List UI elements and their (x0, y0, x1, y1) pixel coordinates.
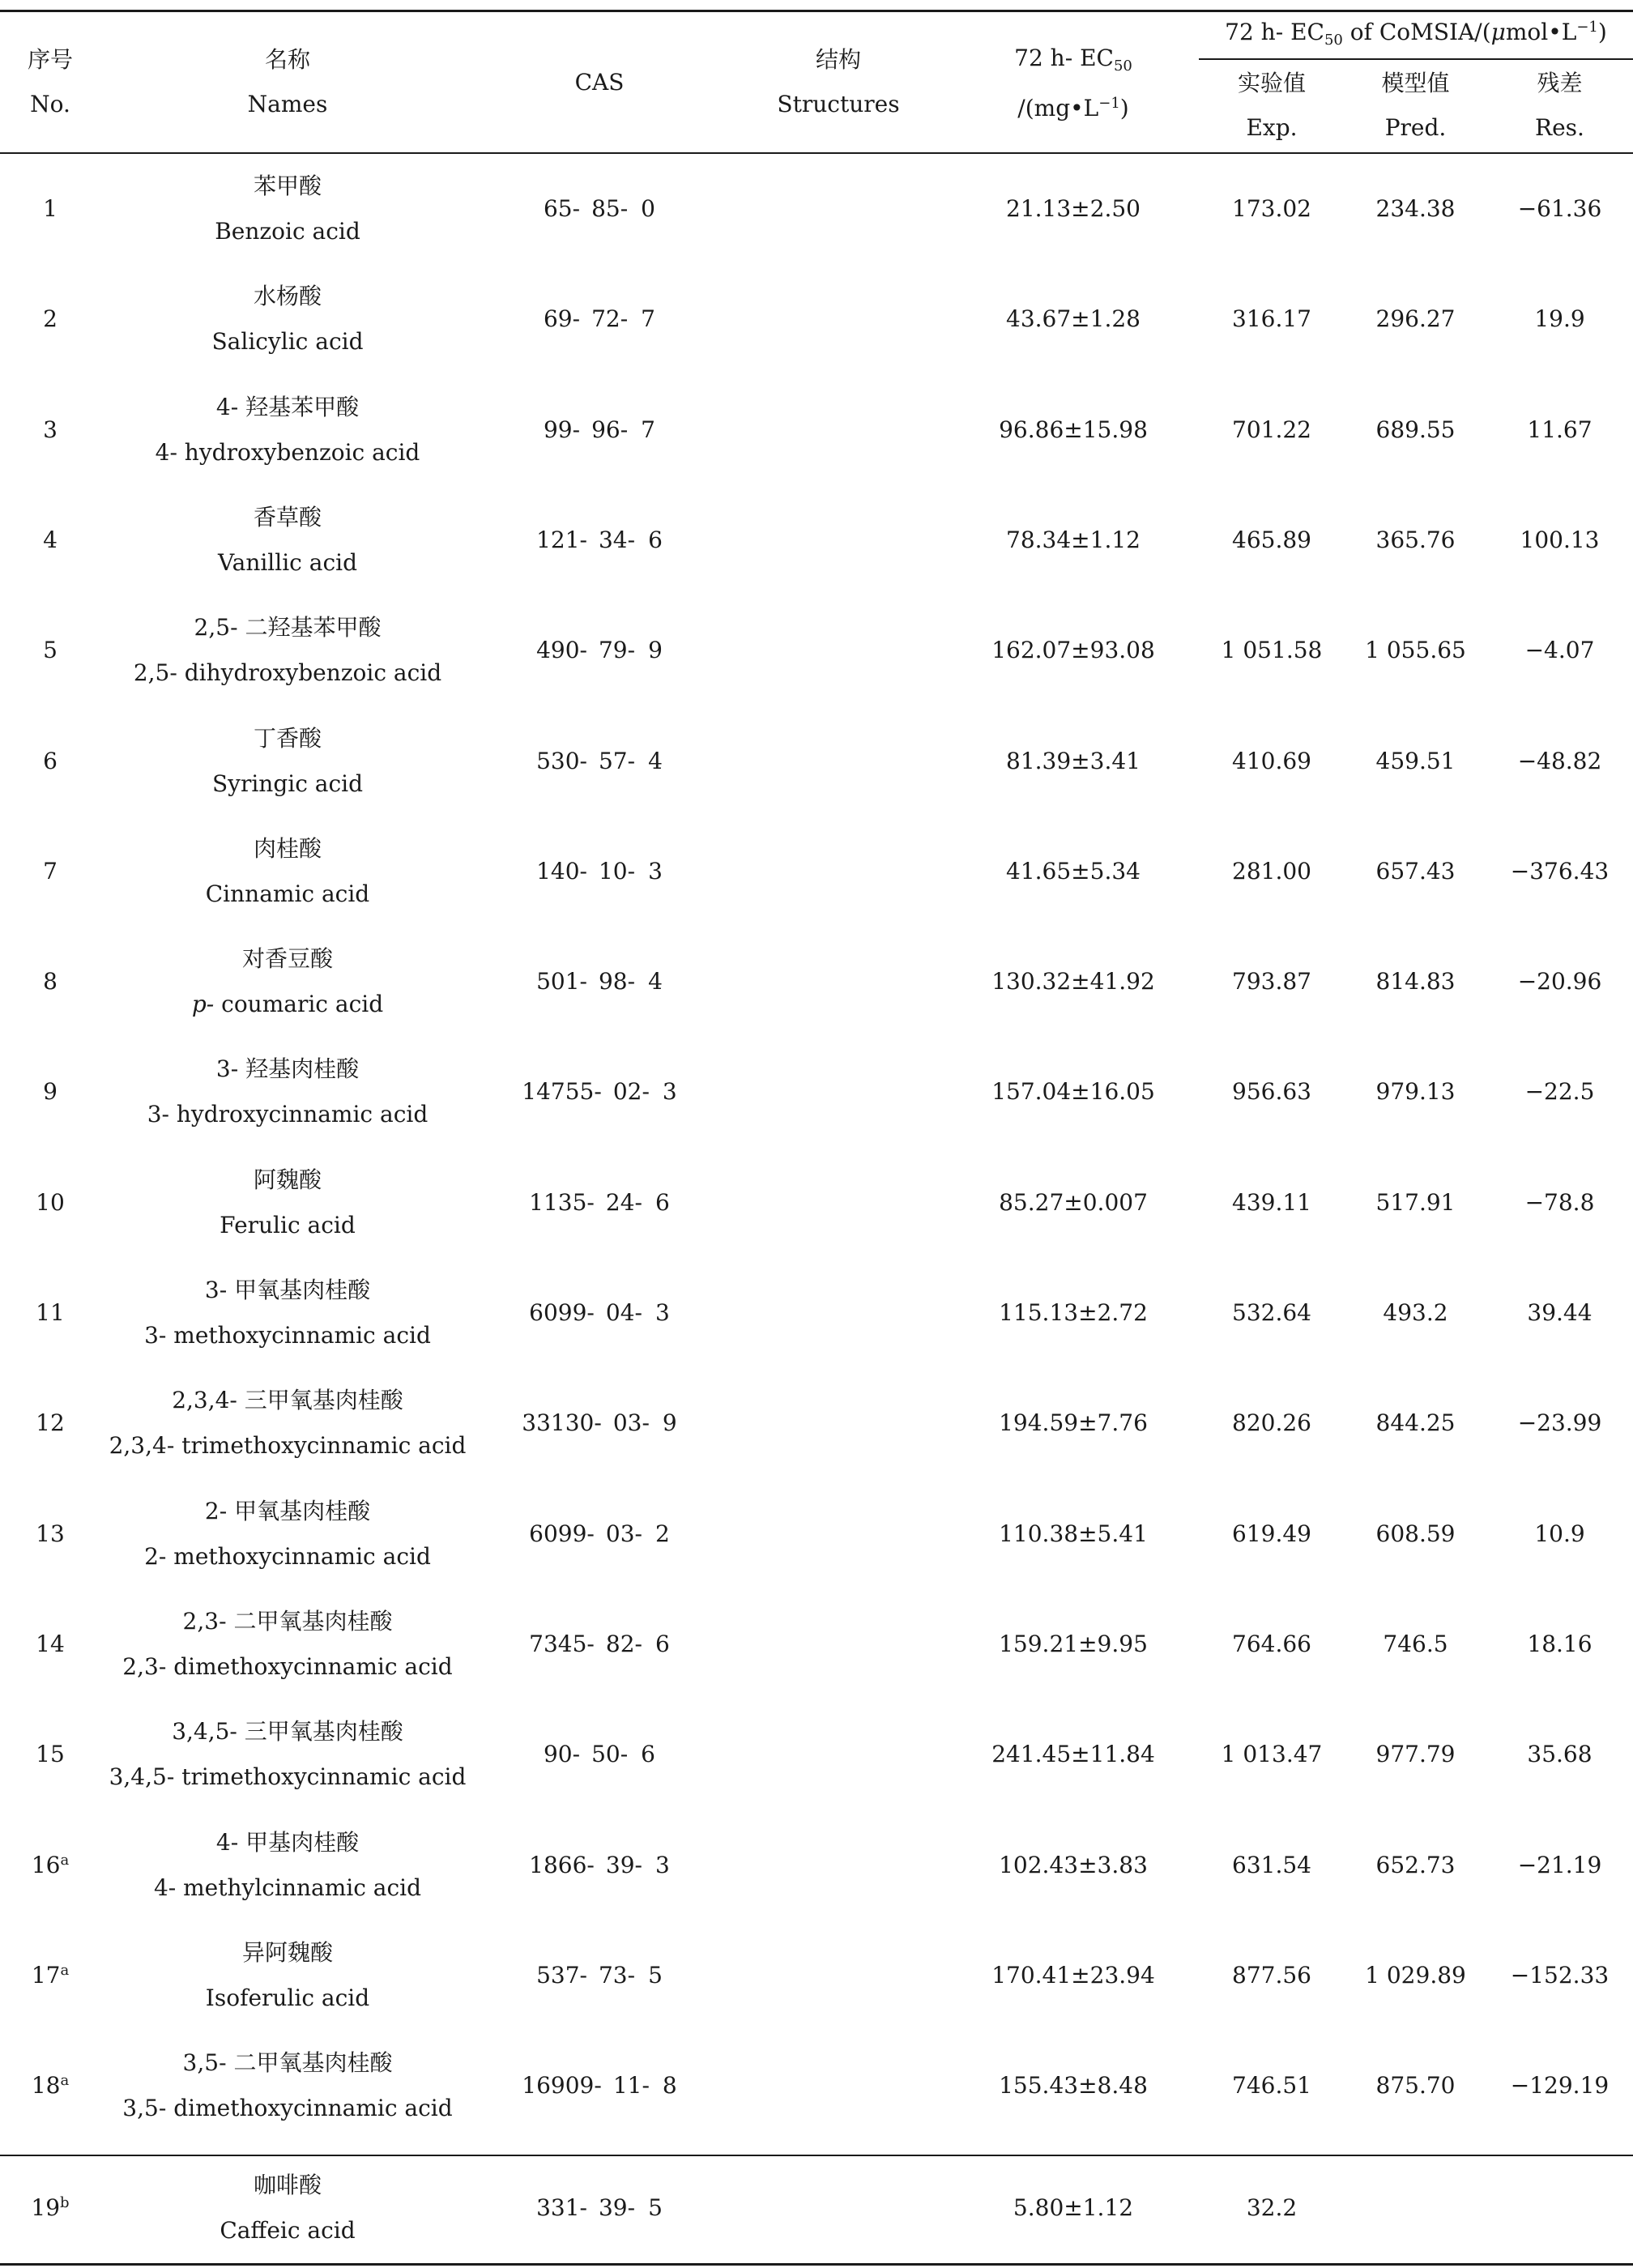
compound-name-en-text: 3- methoxycinnamic acid (144, 1322, 431, 1349)
compound-name-en (105, 209, 470, 254)
cell-exp: 173.02 (1232, 195, 1311, 222)
cell-res: −4.07 (1524, 637, 1595, 664)
compound-name-cn: 水杨酸 (253, 283, 322, 310)
compound-name-cn: 3- 羟基肉桂酸 (215, 1055, 360, 1083)
cas-part: 3 (648, 857, 663, 885)
cas-part: 5 (648, 1961, 663, 1989)
compound-name-en-text: 2- methoxycinnamic acid (144, 1542, 431, 1570)
row-number-value: 17 (31, 1961, 61, 1989)
cell-exp: 281.00 (1232, 857, 1311, 885)
header-cas: CAS (574, 69, 625, 96)
header-no-cn: 序号 (27, 46, 73, 73)
compound-name-en-text: 3,5- dimethoxycinnamic acid (122, 2095, 453, 2122)
cell-exp: 619.49 (1232, 1520, 1311, 1547)
cas-part: 2 (654, 1520, 670, 1547)
cas-part: 6 (648, 526, 663, 553)
header-bottom-rule (0, 152, 1633, 154)
cell-ec50: 21.13±2.50 (1006, 195, 1141, 222)
cell-pred: 689.55 (1375, 416, 1456, 443)
compound-name-en-text: 2,5- dihydroxybenzoic acid (133, 659, 442, 687)
row-number-value: 9 (43, 1078, 58, 1106)
cell-ec50: 78.34±1.12 (1006, 526, 1141, 553)
cell-ec50: 159.21±9.95 (999, 1630, 1148, 1657)
compound-name-en (105, 540, 470, 586)
cas-part: 6 (641, 1741, 655, 1768)
cell-ec50: 43.67±1.28 (1006, 305, 1141, 333)
row-number-value: 1 (43, 195, 58, 222)
row-number (0, 1069, 100, 1115)
cell-exp: 877.56 (1232, 1961, 1311, 1989)
cell-res: −20.96 (1517, 968, 1602, 995)
row-number (0, 407, 100, 453)
cas-part: 490- (536, 637, 587, 664)
compound-name-en-text: 3- hydroxycinnamic acid (147, 1101, 429, 1128)
header-structures-en: Structures (777, 91, 900, 117)
header-ec50-mg-unit-sup: −1 (1098, 95, 1120, 112)
cas-part: 99- (543, 416, 581, 443)
cell-res: −129.19 (1510, 2072, 1610, 2100)
cell-pred: 977.79 (1375, 1741, 1456, 1768)
cas-part: 03- (612, 1409, 650, 1437)
header-res-cn: 残差 (1537, 70, 1583, 96)
cas-part: 6099- (529, 1520, 595, 1547)
cas-number (470, 2185, 729, 2231)
cas-part: 02- (612, 1078, 650, 1106)
row-number (0, 1180, 100, 1226)
cas-part: 33130- (522, 1409, 602, 1437)
header-pred-en: Pred. (1384, 114, 1447, 141)
row-number-value: 18 (31, 2072, 61, 2100)
cas-number (470, 1843, 729, 1888)
cell-exp: 465.89 (1232, 526, 1311, 553)
row-number (0, 296, 100, 342)
cell-res: −376.43 (1510, 857, 1610, 885)
row-footnote-mark: a (60, 1851, 70, 1869)
row-number-value: 14 (36, 1630, 65, 1657)
cell-pred: 1 055.65 (1365, 637, 1466, 664)
compound-name-cn: 3,4,5- 三甲氧基肉桂酸 (172, 1718, 403, 1746)
cell-exp: 1 013.47 (1221, 1741, 1323, 1768)
row-number (0, 628, 100, 673)
row-number-value: 6 (43, 747, 58, 774)
cell-pred: 979.13 (1375, 1078, 1456, 1106)
cell-ec50: 110.38±5.41 (999, 1520, 1148, 1547)
compound-name-en (105, 1313, 470, 1358)
header-structures-cn: 结构 (815, 46, 861, 73)
compound-name-cn: 3,5- 二甲氧基肉桂酸 (182, 2049, 393, 2077)
compound-name-en (105, 1203, 470, 1248)
header-comsia-suffix: ) (1597, 19, 1607, 45)
cas-part: 3 (662, 1078, 677, 1106)
compound-name-en (105, 2086, 470, 2131)
cas-part: 501- (536, 968, 587, 995)
compound-name-cn: 阿魏酸 (253, 1166, 322, 1193)
row-number (0, 2185, 100, 2231)
row-number-value: 7 (43, 857, 58, 885)
cas-part: 121- (536, 526, 587, 553)
cell-exp: 746.51 (1232, 2072, 1311, 2100)
row-number (0, 1290, 100, 1336)
cas-part: 82- (605, 1630, 642, 1657)
compound-name-en-text: Syringic acid (211, 770, 364, 797)
cell-res: 18.16 (1527, 1630, 1592, 1657)
header-names-cn: 名称 (264, 46, 310, 73)
cell-ec50: 85.27±0.007 (999, 1188, 1148, 1216)
cas-part: 4 (648, 968, 663, 995)
cas-part: 73- (598, 1961, 636, 1989)
header-comsia-group (1199, 15, 1633, 50)
cell-res: −48.82 (1517, 747, 1602, 774)
compound-name-en (105, 1976, 470, 2021)
compound-name-en (105, 1423, 470, 1469)
cell-pred: 1 029.89 (1365, 1961, 1466, 1989)
compound-name-cn: 2- 甲氧基肉桂酸 (204, 1497, 371, 1524)
top-rule (0, 10, 1633, 12)
row-footnote-mark: b (60, 2194, 70, 2211)
cell-ec50: 41.65±5.34 (1006, 857, 1141, 885)
cell-ec50: 194.59±7.76 (999, 1409, 1148, 1437)
cell-res: 100.13 (1520, 526, 1600, 553)
cell-exp: 1 051.58 (1221, 637, 1323, 664)
row-number-value: 4 (43, 526, 58, 553)
cell-pred: 746.5 (1383, 1630, 1448, 1657)
compound-name-cn: 异阿魏酸 (241, 1938, 333, 1966)
cas-part: 7 (641, 305, 655, 333)
cas-part: 65- (543, 195, 581, 222)
row-number (0, 1622, 100, 1667)
cell-res (1486, 2185, 1633, 2231)
compound-name-en (105, 1865, 470, 1911)
cell-res: 10.9 (1534, 1520, 1585, 1547)
cell-exp: 316.17 (1232, 305, 1311, 333)
compound-name-en-text: coumaric acid (214, 991, 384, 1018)
row-number-value: 12 (36, 1409, 65, 1437)
cas-part: 1135- (529, 1188, 595, 1216)
cell-exp: 956.63 (1232, 1078, 1311, 1106)
compound-name-en (105, 1534, 470, 1580)
cell-exp: 764.66 (1232, 1630, 1311, 1657)
compound-name-cn: 香草酸 (253, 503, 322, 531)
cas-part: 140- (536, 857, 587, 885)
row-number (0, 2063, 100, 2108)
cell-exp: 439.11 (1232, 1188, 1311, 1216)
cas-number (470, 1069, 729, 1115)
cell-exp: 532.64 (1232, 1299, 1311, 1326)
header-comsia-unit: mol•L (1505, 19, 1577, 45)
cell-ec50: 5.80±1.12 (1013, 2194, 1134, 2221)
header-ec50-mg-prefix: 72 h- EC (1014, 45, 1114, 71)
cas-part: 0 (641, 195, 655, 222)
compound-name-cn: 苯甲酸 (253, 173, 322, 199)
compound-name-en (105, 1754, 470, 1800)
compound-name-en-text: Vanillic acid (217, 548, 358, 576)
compound-name-en-prefix: p- (191, 991, 215, 1018)
header-ec50-mg-unit-prefix: /(mg•L (1017, 95, 1099, 122)
cell-exp: 631.54 (1232, 1851, 1311, 1878)
cell-pred: 296.27 (1375, 305, 1456, 333)
cas-part: 1866- (529, 1851, 595, 1878)
row-number-value: 16 (31, 1851, 61, 1878)
header-comsia-mu: μ (1490, 19, 1506, 45)
cas-number (470, 628, 729, 673)
header-exp-en: Exp. (1246, 114, 1298, 141)
compound-name-en (105, 982, 470, 1027)
cas-number (470, 1511, 729, 1557)
cas-number (470, 296, 729, 342)
cell-ec50: 81.39±3.41 (1006, 747, 1141, 774)
compound-name-en-text: 4- methylcinnamic acid (153, 1874, 422, 1901)
row-number-value: 19 (31, 2194, 61, 2221)
cell-res: −23.99 (1517, 1409, 1602, 1437)
cell-res: 19.9 (1534, 305, 1585, 333)
cell-res: −152.33 (1510, 1961, 1610, 1989)
cas-part: 98- (598, 968, 636, 995)
compound-name-en-text: 2,3,4- trimethoxycinnamic acid (109, 1432, 467, 1460)
row-number-value: 10 (36, 1188, 65, 1216)
cas-part: 96- (591, 416, 629, 443)
cas-part: 79- (598, 637, 636, 664)
row-number-value: 2 (43, 305, 58, 333)
row-number-value: 15 (36, 1741, 65, 1768)
compound-name-en-text: 4- hydroxybenzoic acid (155, 438, 420, 466)
header-ec50-mg (948, 36, 1199, 81)
header-ec50-mg-unit-suffix: ) (1119, 95, 1129, 122)
cell-ec50: 115.13±2.72 (999, 1299, 1148, 1326)
row-number (0, 1953, 100, 1998)
cas-number (470, 407, 729, 453)
cell-ec50: 162.07±93.08 (991, 637, 1155, 664)
cas-part: 7345- (529, 1630, 595, 1657)
header-pred-cn: 模型值 (1381, 70, 1450, 96)
cas-number (470, 849, 729, 894)
cas-number (470, 186, 729, 232)
header-comsia-prefix: 72 h- EC (1225, 19, 1324, 45)
compound-name-en-text: Isoferulic acid (205, 1984, 370, 2011)
row-number-value: 13 (36, 1520, 65, 1547)
row-number-value: 3 (43, 416, 58, 443)
cas-part: 72- (591, 305, 629, 333)
header-comsia-unit-sup: −1 (1576, 19, 1598, 36)
cas-part: 6099- (529, 1299, 595, 1326)
cas-part: 34- (598, 526, 636, 553)
header-ec50-mg-unit (948, 86, 1199, 131)
comsia-group-rule (1199, 58, 1633, 60)
cas-part: 6 (654, 1630, 670, 1657)
compound-name-cn: 对香豆酸 (241, 945, 333, 973)
cell-pred: 365.76 (1375, 526, 1456, 553)
cell-res: 35.68 (1527, 1741, 1592, 1768)
compound-name-cn: 丁香酸 (253, 724, 322, 752)
header-exp-cn: 实验值 (1237, 70, 1306, 96)
cas-number (470, 1732, 729, 1777)
cas-part: 04- (605, 1299, 642, 1326)
cas-part: 8 (662, 2072, 677, 2100)
cell-res: −22.5 (1524, 1078, 1595, 1106)
cas-part: 85- (591, 195, 629, 222)
cell-pred: 875.70 (1375, 2072, 1456, 2100)
cas-part: 03- (605, 1520, 642, 1547)
cell-exp: 701.22 (1232, 416, 1311, 443)
compound-name-en (105, 2208, 470, 2253)
compound-name-en-text: Benzoic acid (215, 218, 360, 245)
cas-part: 39- (598, 2194, 636, 2221)
cas-part: 4 (648, 747, 663, 774)
cell-ec50: 102.43±3.83 (999, 1851, 1148, 1878)
cell-exp: 793.87 (1232, 968, 1311, 995)
cell-pred: 657.43 (1375, 857, 1456, 885)
cas-number (470, 1622, 729, 1667)
cas-part: 69- (543, 305, 581, 333)
cas-number (470, 1400, 729, 1446)
cell-ec50: 155.43±8.48 (999, 2072, 1148, 2100)
cas-part: 39- (605, 1851, 642, 1878)
compound-name-en-text: Cinnamic acid (205, 880, 370, 907)
cas-number (470, 959, 729, 1004)
cell-res: 39.44 (1527, 1299, 1592, 1326)
cas-number (470, 1180, 729, 1226)
cas-number (470, 739, 729, 784)
test-set-separator-rule (0, 2155, 1633, 2156)
compound-name-en-text: 2,3- dimethoxycinnamic acid (122, 1652, 453, 1680)
cell-res: 11.67 (1527, 416, 1592, 443)
cas-part: 16909- (522, 2072, 602, 2100)
cas-part: 9 (648, 637, 663, 664)
header-comsia-middle: of CoMSIA/( (1342, 19, 1491, 45)
cell-ec50: 157.04±16.05 (991, 1078, 1155, 1106)
compound-name-cn: 2,3- 二甲氧基肉桂酸 (182, 1607, 393, 1635)
row-number-value: 11 (36, 1299, 65, 1326)
compound-name-cn: 4- 甲基肉桂酸 (215, 1828, 360, 1856)
cas-number (470, 518, 729, 563)
cell-pred: 652.73 (1375, 1851, 1456, 1878)
cas-part: 530- (536, 747, 587, 774)
compound-name-en-text: Caffeic acid (220, 2217, 356, 2244)
cell-res: −78.8 (1524, 1188, 1595, 1216)
cell-exp: 410.69 (1232, 747, 1311, 774)
cas-part: 90- (543, 1741, 581, 1768)
compound-name-cn: 2,5- 二羟基苯甲酸 (194, 614, 382, 642)
row-number (0, 1843, 100, 1888)
row-number (0, 1511, 100, 1557)
cell-pred: 234.38 (1375, 195, 1456, 222)
cell-res: −61.36 (1517, 195, 1602, 222)
header-comsia-sub: 50 (1324, 32, 1343, 49)
cell-ec50: 130.32±41.92 (991, 968, 1155, 995)
cell-pred: 459.51 (1375, 747, 1456, 774)
row-number (0, 186, 100, 232)
cas-part: 537- (536, 1961, 587, 1989)
cell-ec50: 170.41±23.94 (991, 1961, 1155, 1989)
row-number (0, 849, 100, 894)
compound-name-en (105, 1092, 470, 1137)
compound-name-en-text: Ferulic acid (220, 1211, 356, 1238)
cell-pred: 493.2 (1383, 1299, 1448, 1326)
bottom-rule (0, 2263, 1633, 2266)
compound-name-en (105, 430, 470, 475)
compound-name-cn: 4- 羟基苯甲酸 (215, 393, 360, 420)
cas-part: 14755- (522, 1078, 602, 1106)
cell-res: −21.19 (1517, 1851, 1602, 1878)
cas-part: 7 (641, 416, 655, 443)
compound-name-cn: 2,3,4- 三甲氧基肉桂酸 (172, 1387, 403, 1414)
cas-part: 57- (598, 747, 636, 774)
row-number (0, 1400, 100, 1446)
row-number (0, 959, 100, 1004)
cas-part: 24- (605, 1188, 642, 1216)
cell-pred (1345, 2185, 1486, 2231)
row-number (0, 1732, 100, 1777)
header-res-en: Res. (1535, 114, 1584, 141)
row-number (0, 518, 100, 563)
cas-part: 3 (654, 1851, 670, 1878)
cell-ec50: 96.86±15.98 (999, 416, 1148, 443)
row-number (0, 739, 100, 784)
cas-part: 9 (662, 1409, 677, 1437)
cas-part: 6 (654, 1188, 670, 1216)
compound-name-en (105, 1644, 470, 1690)
cas-part: 10- (598, 857, 636, 885)
cell-pred: 608.59 (1375, 1520, 1456, 1547)
row-number-value: 8 (43, 968, 58, 995)
cas-number (470, 1953, 729, 1998)
cas-part: 3 (654, 1299, 670, 1326)
cell-exp: 32.2 (1246, 2194, 1298, 2221)
cell-ec50: 241.45±11.84 (991, 1741, 1155, 1768)
cas-number (470, 2063, 729, 2108)
cas-part: 5 (648, 2194, 663, 2221)
cell-pred: 517.91 (1375, 1188, 1456, 1216)
compound-name-cn: 肉桂酸 (253, 834, 322, 862)
compound-name-en-text: 3,4,5- trimethoxycinnamic acid (109, 1763, 467, 1791)
header-names-en: Names (247, 91, 328, 117)
cas-number (470, 1290, 729, 1336)
cas-part: 331- (536, 2194, 587, 2221)
header-no-en: No. (30, 91, 70, 117)
compound-name-cn: 3- 甲氧基肉桂酸 (204, 1277, 371, 1303)
row-footnote-mark: a (60, 2072, 70, 2090)
compound-name-cn: 咖啡酸 (253, 2172, 322, 2198)
row-number-value: 5 (43, 637, 58, 664)
cas-part: 50- (591, 1741, 629, 1768)
cell-pred: 814.83 (1375, 968, 1456, 995)
compound-name-en (105, 761, 470, 807)
cas-part: 11- (612, 2072, 650, 2100)
compound-name-en-text: Salicylic acid (211, 328, 364, 356)
compound-name-en (105, 872, 470, 917)
compound-name-en (105, 319, 470, 364)
cell-pred: 844.25 (1375, 1409, 1456, 1437)
compound-name-en (105, 650, 470, 696)
row-footnote-mark: a (60, 1961, 70, 1979)
header-ec50-mg-sub: 50 (1113, 58, 1132, 75)
cell-exp: 820.26 (1232, 1409, 1311, 1437)
